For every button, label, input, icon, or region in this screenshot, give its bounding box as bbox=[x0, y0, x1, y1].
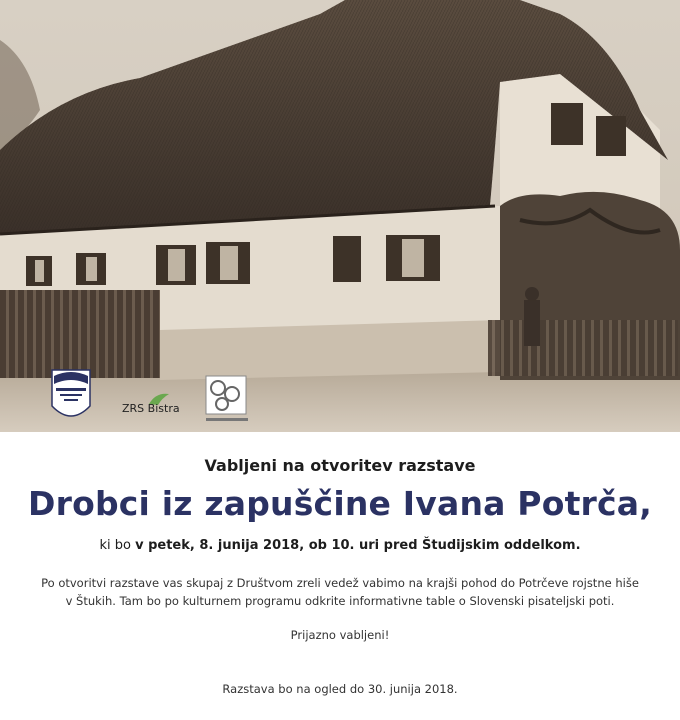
event-when bbox=[0, 538, 680, 553]
event-description: Po otvoritvi razstave vas skupaj z Društvom zreli vedež vabimo na krajši pohod do Potrčeve rojstne hiše v Štukih. Tam bo po kulturnem programu odkrite informativne table o Slovenski pisateljski poti. bbox=[41, 576, 639, 608]
exhibition-until: Razstava bo na ogled do 30. junija 2018. bbox=[222, 682, 458, 696]
library-logo-icon bbox=[50, 366, 92, 428]
zrs-bistra-logo bbox=[122, 392, 192, 422]
when-details: v petek, 8. junija 2018, ob 10. uri pred Študijskim oddelkom. bbox=[135, 538, 581, 553]
zrs-prefix: ZRS bbox=[122, 402, 145, 415]
regards-line: Prijazno vabljeni! bbox=[290, 628, 390, 642]
invitation-text bbox=[0, 432, 680, 720]
invitation-heading: Vabljeni na otvoritev razstave bbox=[204, 456, 476, 475]
partner-logos bbox=[0, 360, 300, 432]
society-logo-icon bbox=[204, 374, 250, 426]
zrs-name: Bistra bbox=[147, 402, 180, 415]
exhibition-title: Drobci iz zapuščine Ivana Potrča, bbox=[28, 484, 652, 523]
when-prefix: ki bo bbox=[99, 538, 136, 553]
